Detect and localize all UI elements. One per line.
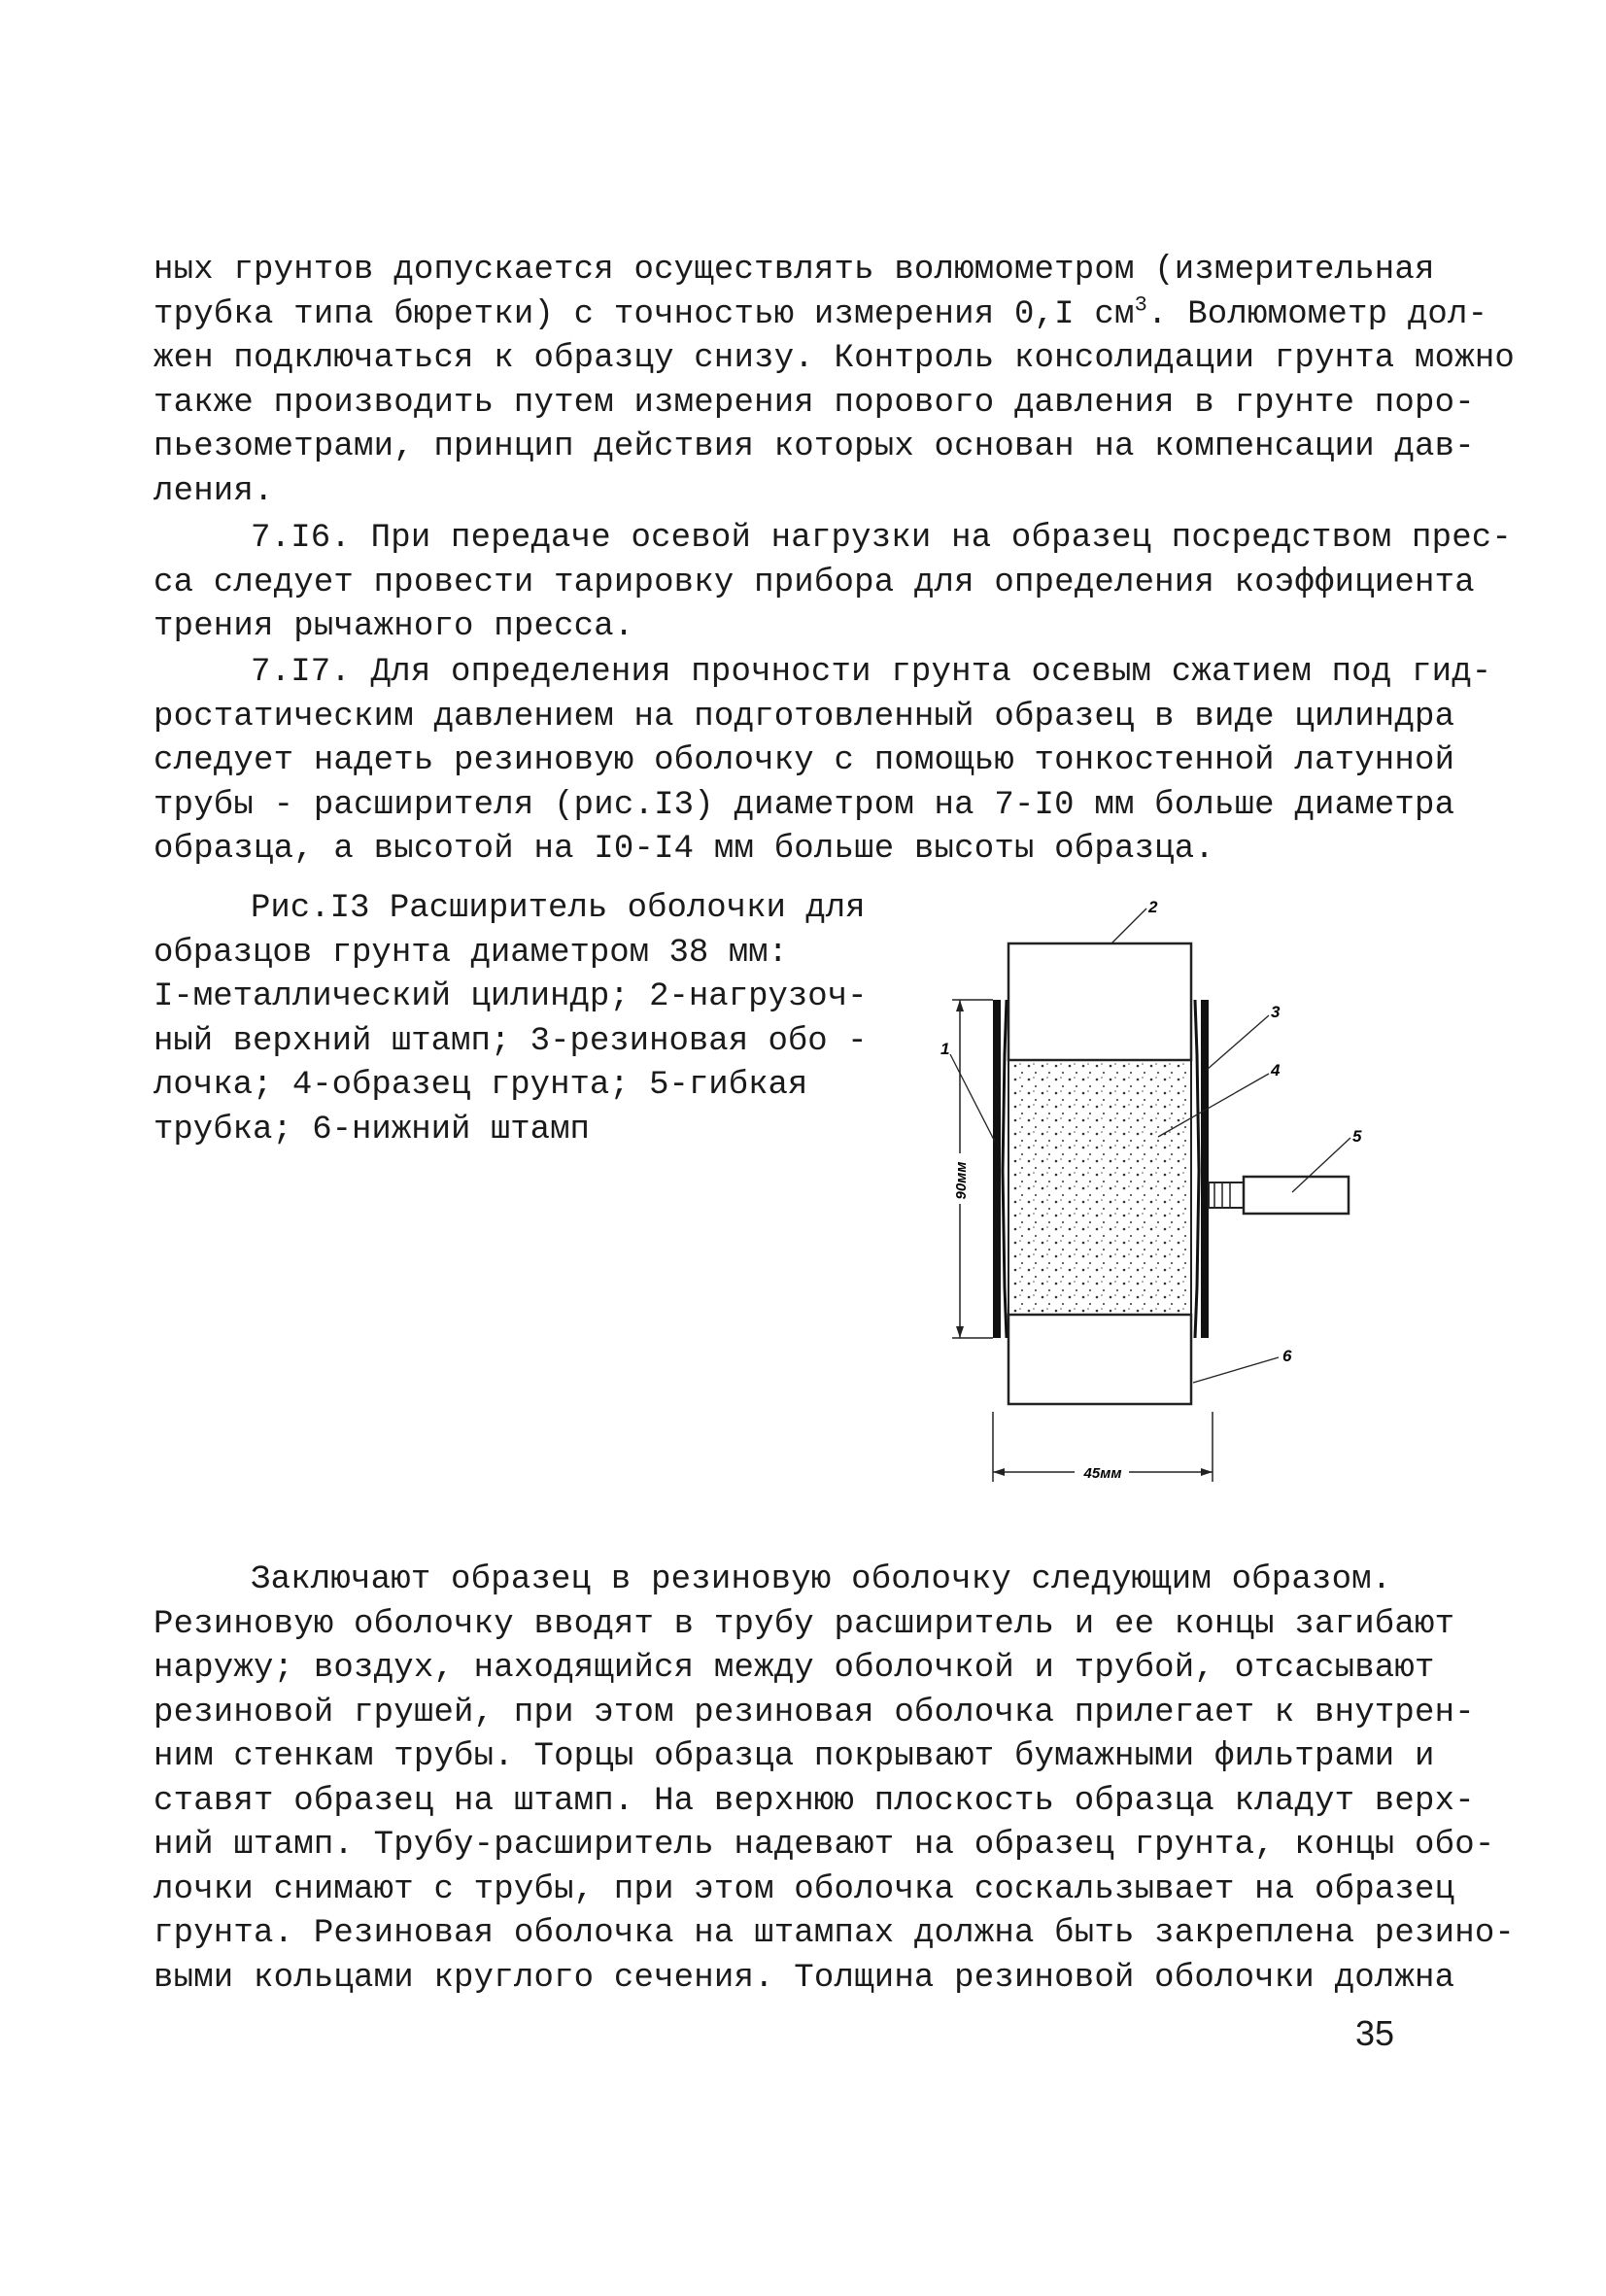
caption-line: образцов грунта диаметром 38 мм: (154, 934, 788, 972)
expander-diagram (904, 899, 1370, 1540)
text-line: Резиновую оболочку вводят в трубу расширитель и ее концы загибают (154, 1605, 1455, 1643)
section-7-17 (154, 651, 1492, 873)
text-line: также производить путем измерения порового давления в грунте поро- (154, 384, 1475, 422)
text-line: 7.I6. При передаче осевой нагрузки на образец посредством прес- (251, 520, 1513, 557)
page-number: 35 (1355, 2013, 1395, 2053)
text-line: Заключают образец в резиновую оболочку следующим образом. (251, 1561, 1392, 1598)
caption-line: ный верхний штамп; 3-резиновая обо - (154, 1022, 868, 1060)
paragraph-top (154, 249, 1516, 514)
caption-line: трубка; 6-нижний штамп (154, 1111, 590, 1148)
text-line: лочки снимают с трубы, при этом оболочка соскальзывает на образец (154, 1870, 1455, 1908)
label-2: 2 (1148, 899, 1158, 916)
text-line: ростатическим давлением на подготовленный образец в виде цилиндра (154, 698, 1455, 736)
figure-caption (154, 886, 892, 1151)
text-line (154, 292, 1488, 338)
text-line: пьезометрами, принцип действия которых основан на компенсации дав- (154, 428, 1475, 465)
caption-line: I-металлический цилиндр; 2-нагрузоч- (154, 978, 868, 1015)
caption-line: Рис.I3 Расширитель оболочки для (251, 890, 866, 927)
label-3: 3 (1271, 1003, 1281, 1021)
text-line: резиновой грушей, при этом резиновая оболочка прилегает к внутрен- (154, 1694, 1475, 1731)
upper-stamp (1008, 943, 1191, 1060)
superscript: 3 (1134, 292, 1147, 318)
lower-stamp (1008, 1315, 1191, 1404)
soil-sample (1008, 1060, 1191, 1315)
text-line: выми кольцами круглого сечения. Толщина резиновой оболочки должна (154, 1959, 1455, 1997)
text-span: . Волюмометр дол- (1146, 295, 1488, 333)
left-rubber-shell (1003, 1000, 1007, 1338)
section-7-16 (154, 517, 1513, 650)
text-line: ний штамп. Трубу-расширитель надевают на образец грунта, концы обо- (154, 1827, 1495, 1864)
label-4: 4 (1271, 1061, 1281, 1079)
text-line: грунта. Резиновая оболочка на штампах должна быть закреплена резино- (154, 1915, 1516, 1952)
text-line: следует надеть резиновую оболочку с помощью тонкостенной латунной (154, 742, 1455, 779)
text-line: наружу; воздух, находящийся между оболочкой и трубой, отсасывают (154, 1650, 1435, 1687)
text-line: са следует провести тарировку прибора для определения коэффициента (154, 564, 1475, 601)
text-line: трения рычажного пресса. (154, 608, 634, 645)
text-line: ставят образец на штамп. На верхнюю плоскость образца кладут верх- (154, 1782, 1475, 1820)
width-dimension-label: 45мм (1083, 1465, 1122, 1482)
caption-line: лочка; 4-образец грунта; 5-гибкая (154, 1067, 808, 1104)
height-dimension-label: 90мм (953, 1161, 970, 1200)
expander-figure (904, 899, 1370, 1540)
paragraph-bottom (154, 1559, 1516, 2001)
label-1: 1 (940, 1040, 950, 1058)
text-line: ных грунтов допускается осуществлять волюмометром (измерительная (154, 252, 1435, 289)
text-line: ним стенкам трубы. Торцы образца покрывают бумажными фильтрами и (154, 1738, 1435, 1775)
text-line: образца, а высотой на I0-I4 мм больше высоты образца. (154, 831, 1214, 868)
text-line: 7.I7. Для определения прочности грунта осевым сжатием под гид- (251, 654, 1492, 691)
text-line: ления. (154, 472, 274, 510)
text-line: трубы - расширителя (рис.I3) диаметром на 7-I0 мм больше диаметра (154, 786, 1455, 824)
text-span: трубка типа бюретки) с точностью измерения 0,I см (154, 295, 1135, 333)
label-5: 5 (1352, 1127, 1362, 1146)
label-6: 6 (1282, 1347, 1292, 1365)
text-line: жен подключаться к образцу снизу. Контроль консолидации грунта можно (154, 340, 1516, 377)
right-rubber-shell (1195, 1000, 1199, 1338)
flexible-tube (1244, 1177, 1349, 1214)
